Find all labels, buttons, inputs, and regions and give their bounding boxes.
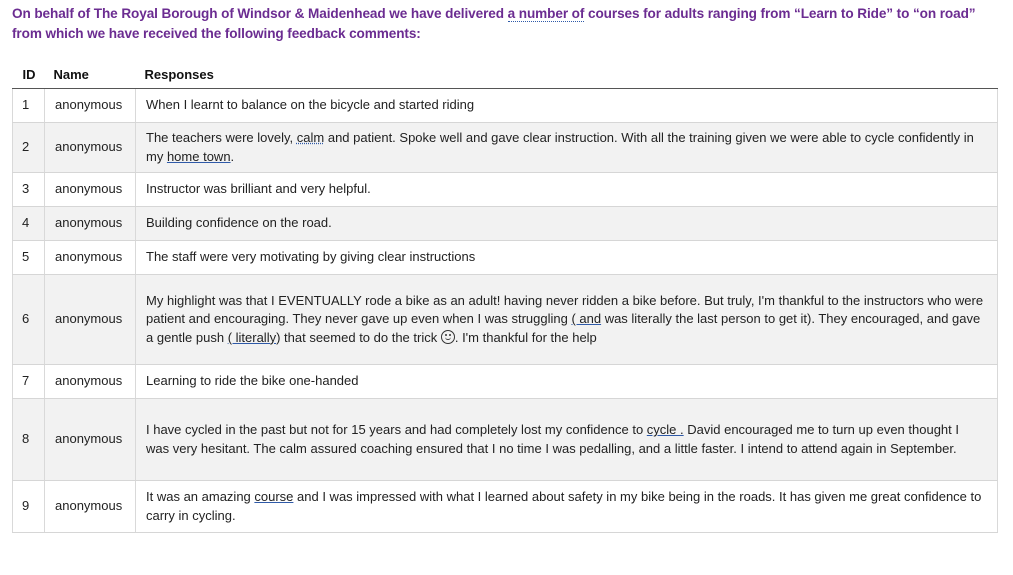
table-header bbox=[13, 60, 998, 89]
feedback-table bbox=[12, 60, 998, 533]
flagged-word: home town bbox=[166, 148, 231, 164]
cell-id: 9 bbox=[13, 481, 45, 533]
response-text: I have cycled in the past but not for 15 years and had completely lost my confidence to bbox=[146, 422, 647, 437]
flagged-word: calm bbox=[296, 130, 325, 145]
response-text: The teachers were lovely, bbox=[146, 130, 297, 145]
cell-response bbox=[136, 365, 998, 399]
response-text: The staff were very motivating by giving clear instructions bbox=[146, 249, 476, 265]
cell-name: anonymous bbox=[45, 275, 136, 365]
cell-response bbox=[136, 207, 998, 241]
table-body bbox=[13, 89, 998, 533]
header-responses: Responses bbox=[136, 60, 998, 89]
response-text: Building confidence on the road. bbox=[146, 215, 332, 231]
response-text: Learning to ride the bike one-handed bbox=[146, 373, 359, 389]
cell-id: 7 bbox=[13, 365, 45, 399]
feedback-table-container bbox=[12, 60, 997, 533]
table-row bbox=[13, 275, 998, 365]
response-text: and patient. Spoke well and gave clear instruction. With all the training given we were able to cycle confidently in my bbox=[146, 130, 974, 164]
response-text: . I'm thankful for the help bbox=[454, 329, 597, 345]
table-row bbox=[13, 481, 998, 533]
response-text: ) that seemed to do the trick bbox=[276, 329, 441, 345]
cell-id: 5 bbox=[13, 241, 45, 275]
cell-name: anonymous bbox=[45, 481, 136, 533]
response-text: and I was impressed with what I learned about safety in my bike being in the roads. It has given me great confidence to carry in cycling. bbox=[146, 489, 982, 523]
cell-name: anonymous bbox=[45, 241, 136, 275]
flagged-word: ( and bbox=[571, 311, 602, 327]
response-text: My highlight was that I EVENTUALLY rode a bike as an adult! having never ridden a bike before. But truly, I'm thankful to the instructors who were patient and encouraging. They never gave up even when I was struggling bbox=[146, 292, 984, 327]
header-name: Name bbox=[45, 60, 136, 89]
flagged-word: ( literally bbox=[227, 329, 277, 345]
response-text: Instructor was brilliant and very helpful. bbox=[146, 181, 371, 197]
cell-id: 8 bbox=[13, 399, 45, 481]
table-row bbox=[13, 123, 998, 173]
response-text: David encouraged me to turn up even thought I was very hesitant. The calm assured coaching ensured that I no time I was pedalling, and a little faster. I intend to attend again in September. bbox=[146, 422, 959, 456]
response-text: When I learnt to balance on the bicycle and started riding bbox=[146, 97, 475, 113]
cell-name: anonymous bbox=[45, 365, 136, 399]
cell-name: anonymous bbox=[45, 123, 136, 173]
cell-name: anonymous bbox=[45, 399, 136, 481]
intro-text bbox=[12, 4, 1007, 44]
cell-response bbox=[136, 241, 998, 275]
cell-id: 6 bbox=[13, 275, 45, 365]
cell-response bbox=[136, 173, 998, 207]
response-text: . bbox=[230, 148, 235, 164]
table-row bbox=[13, 89, 998, 123]
intro-part-3: courses for adults ranging from “Learn to Ride” to “on road” from which we have received the following feedback comments: bbox=[12, 6, 976, 41]
intro-part-2: a number of bbox=[507, 6, 585, 21]
cell-response bbox=[136, 89, 998, 123]
intro-part-1: On behalf of The Royal Borough of Windsor & Maidenhead we have delivered bbox=[12, 6, 508, 21]
table-row bbox=[13, 365, 998, 399]
cell-id: 2 bbox=[13, 123, 45, 173]
cell-id: 3 bbox=[13, 173, 45, 207]
cell-response bbox=[136, 399, 998, 481]
cell-id: 1 bbox=[13, 89, 45, 123]
cell-id: 4 bbox=[13, 207, 45, 241]
cell-name: anonymous bbox=[45, 173, 136, 207]
response-text: It was an amazing bbox=[146, 489, 255, 504]
header-row bbox=[13, 60, 998, 89]
flagged-word: course bbox=[254, 489, 294, 504]
cell-response bbox=[136, 481, 998, 533]
cell-response bbox=[136, 123, 998, 173]
table-row bbox=[13, 241, 998, 275]
cell-response bbox=[136, 275, 998, 365]
table-row bbox=[13, 207, 998, 241]
header-id: ID bbox=[13, 60, 45, 89]
table-row bbox=[13, 173, 998, 207]
cell-name: anonymous bbox=[45, 207, 136, 241]
table-row bbox=[13, 399, 998, 481]
flagged-word: cycle . bbox=[646, 422, 684, 437]
cell-name: anonymous bbox=[45, 89, 136, 123]
response-text: was literally the last person to get it). They encouraged, and gave a gentle push bbox=[146, 311, 981, 345]
smiley-face-icon bbox=[441, 330, 455, 344]
